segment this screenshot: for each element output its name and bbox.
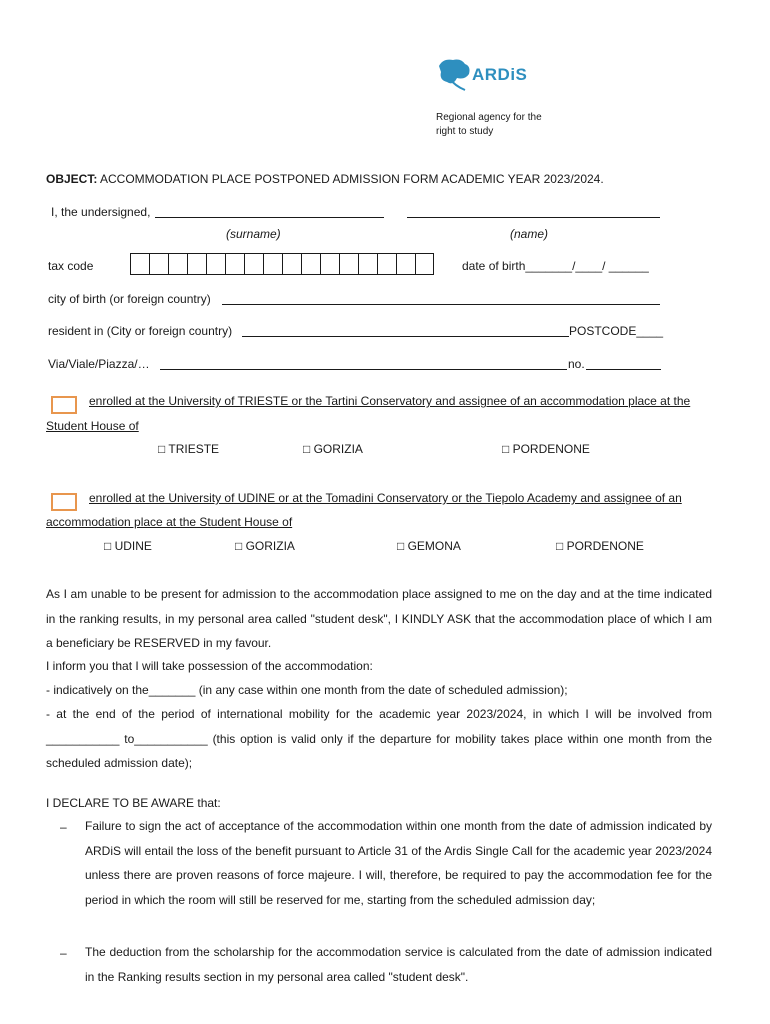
declaration-item-2: The deduction from the scholarship for the accommodation service is calculated from the date of admission indicated in the Ranking results section in my personal area called "student desk". xyxy=(85,945,712,984)
option-mobility-paragraph: - at the end of the period of international mobility for the academic year 2023/2024, in which I will be involved from ___________ to___________ (this option is valid only if the departure for mobility takes place within one month from the scheduled admission date); xyxy=(46,707,712,770)
trieste-enrolment-line2: Student House of xyxy=(46,419,139,433)
tax-code-boxes[interactable] xyxy=(130,253,434,275)
object-label: OBJECT: xyxy=(46,172,98,186)
udine-checkbox[interactable] xyxy=(51,493,77,511)
name-field[interactable] xyxy=(407,217,660,218)
option-udine[interactable]: □ UDINE xyxy=(104,539,152,553)
trieste-checkbox[interactable] xyxy=(51,396,77,414)
surname-caption: (surname) xyxy=(226,227,281,241)
option-gorizia-trieste[interactable]: □ GORIZIA xyxy=(303,442,363,456)
address-label: Via/Viale/Piazza/… xyxy=(48,357,150,371)
street-number-label: no. xyxy=(568,357,585,371)
option-date-line: - indicatively on the_______ (in any case within one month from the date of scheduled admission); xyxy=(46,683,568,697)
declaration-item-1: Failure to sign the act of acceptance of the accommodation within one month from the date of admission indicated by ARDiS will entail the loss of the benefit pursuant to Article 31 of the Ardis Single Call for the academic year 2023/2024 unless there are proven reasons of force majeure. I will, therefore, be required to pay the accommodation fee for the period in which the room will still be reserved for me, starting from the scheduled admission day; xyxy=(85,819,712,907)
address-field[interactable] xyxy=(160,369,567,370)
udine-enrolment-line2: accommodation place at the Student House of xyxy=(46,515,293,529)
city-of-birth-label: city of birth (or foreign country) xyxy=(48,292,211,306)
option-gorizia-udine[interactable]: □ GORIZIA xyxy=(235,539,295,553)
option-pordenone-trieste[interactable]: □ PORDENONE xyxy=(502,442,590,456)
date-of-birth-field[interactable]: date of birth_______/____/ ______ xyxy=(462,259,649,273)
object-line xyxy=(46,172,604,186)
brand-name: ARDiS xyxy=(472,65,528,84)
object-text: ACCOMMODATION PLACE POSTPONED ADMISSION FORM ACADEMIC YEAR 2023/2024. xyxy=(100,172,604,186)
resident-in-field[interactable] xyxy=(242,336,569,337)
option-pordenone-udine[interactable]: □ PORDENONE xyxy=(556,539,644,553)
street-number-field[interactable] xyxy=(586,369,661,370)
undersigned-label: I, the undersigned, xyxy=(51,205,151,219)
option-gemona[interactable]: □ GEMONA xyxy=(397,539,461,553)
surname-field[interactable] xyxy=(155,217,384,218)
udine-enrolment-line1: enrolled at the University of UDINE or at the Tomadini Conservatory or the Tiepolo Academy and assignee of an xyxy=(89,491,682,505)
agency-tagline: Regional agency for the right to study xyxy=(436,112,542,137)
option-trieste[interactable]: □ TRIESTE xyxy=(158,442,220,456)
bullet-dash-1: – xyxy=(60,820,67,834)
tax-code-label: tax code xyxy=(48,259,94,273)
name-caption: (name) xyxy=(510,227,549,241)
trieste-enrolment-line1: enrolled at the University of TRIESTE or the Tartini Conservatory and assignee of an accommodation place at the xyxy=(89,394,691,408)
request-paragraph: As I am unable to be present for admission to the accommodation place assigned to me on the day and at the time indicated in the ranking results, in my personal area called "student desk", I KINDLY ASK that the accommodation place of which I am a beneficiary be RESERVED in my favour. xyxy=(46,587,712,650)
postcode-field[interactable]: POSTCODE____ xyxy=(569,324,664,338)
inform-line: I inform you that I will take possession of the accommodation: xyxy=(46,659,373,673)
city-of-birth-field[interactable] xyxy=(222,304,660,305)
resident-in-label: resident in (City or foreign country) xyxy=(48,324,233,338)
declare-heading: I DECLARE TO BE AWARE that: xyxy=(46,796,221,810)
bullet-dash-2: – xyxy=(60,946,67,960)
